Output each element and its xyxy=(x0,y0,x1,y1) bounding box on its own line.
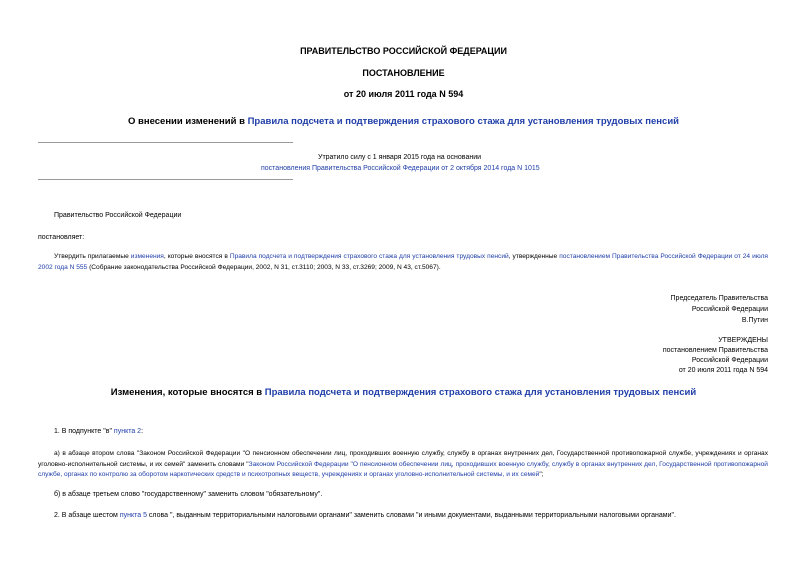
approval-paragraph xyxy=(38,252,768,273)
approval-text-3: , утвержденные xyxy=(508,253,560,260)
signature-name: В.Путин xyxy=(741,317,768,324)
title-prefix: О внесении изменений в xyxy=(127,116,248,127)
title-rules-link[interactable]: Правила подсчета и подтверждения страхового стажа для установления трудовых пенсий xyxy=(247,116,679,127)
approved-date: от 20 июля 2011 года N 594 xyxy=(678,367,768,374)
item-a-link[interactable]: Законом Российской Федерации "О пенсионном обеспечении лиц, проходивших военную службу, службу в органах внутренних дел, Государственной противопожарной службе, органах по контролю за оборотом наркотических средств и психотропных веществ, учреждениях и органах уголовно-исполнительной системы, и их семей xyxy=(38,460,768,478)
repeal-notice-link[interactable]: постановления Правительства Российской Федерации от 2 октября 2014 года N 1015 xyxy=(261,165,540,172)
government-heading: ПРАВИТЕЛЬСТВО РОССИЙСКОЙ ФЕДЕРАЦИИ xyxy=(300,46,507,56)
changes-title-link[interactable]: Правила подсчета и подтверждения страхового стажа для установления трудовых пенсий xyxy=(264,387,697,398)
repeal-notice-text: Утратило силу с 1 января 2015 года на основании xyxy=(318,154,482,161)
item-1-tail: : xyxy=(141,428,144,435)
approval-text-1: Утвердить прилагаемые xyxy=(54,253,131,260)
resolution-555-link[interactable]: постановлением Правительства Российской Федерации от 24 июля 2002 года N 555 xyxy=(38,253,768,271)
notice-bottom-divider xyxy=(38,179,293,180)
item-1-link[interactable]: пункта 2 xyxy=(113,428,142,435)
item-a-paragraph xyxy=(38,449,768,481)
signature-position-2: Российской Федерации xyxy=(691,306,768,313)
document-date-number: от 20 июля 2011 года N 594 xyxy=(343,89,464,99)
item-b: б) в абзаце третьем слово "государственному" заменить словом "обязательному". xyxy=(54,491,323,498)
item-2 xyxy=(54,512,676,519)
item-2-link[interactable]: пункта 5 xyxy=(119,512,147,519)
signature-position-1: Председатель Правительства xyxy=(670,295,768,302)
approval-text-4: (Собрание законодательства Российской Федерации, 2002, N 31, ст.3110; 2003, N 33, ст.3269; 2009, N 43, ст.5067). xyxy=(87,263,441,271)
item-2-text: 2. В абзаце шестом xyxy=(54,512,120,519)
item-1 xyxy=(54,428,143,435)
item-a-tail: "; xyxy=(539,471,544,478)
item-2-tail: слова ", выданным территориальными налоговыми органами" заменить словами "и иными документами, выданными территориальными налоговыми органами". xyxy=(146,512,676,519)
document-type: ПОСТАНОВЛЕНИЕ xyxy=(362,68,445,78)
changes-link[interactable]: изменения xyxy=(130,253,164,260)
decrees-word: постановляет: xyxy=(38,234,85,241)
approved-line-3: Российской Федерации xyxy=(691,357,768,364)
notice-top-divider xyxy=(38,142,293,143)
changes-title xyxy=(0,387,807,398)
approved-label: УТВЕРЖДЕНЫ xyxy=(718,337,768,344)
approval-text-2: , которые вносятся в xyxy=(163,253,230,260)
approved-line-2: постановлением Правительства xyxy=(662,347,768,354)
item-a-text: а) в абзаце втором слова "Законом Российской Федерации "О пенсионном обеспечении лиц, проходивших военную службу, службу в органах внутренних дел, Государственной противопожарной службе, учреждениях и органах уголовно-исполнительной системы, и их семей" заменить словами " xyxy=(38,450,768,468)
document-title xyxy=(0,116,807,127)
rules-link[interactable]: Правила подсчета и подтверждения страхового стажа для установления трудовых пенсий xyxy=(229,253,509,260)
government-subject: Правительство Российской Федерации xyxy=(54,212,182,219)
changes-title-prefix: Изменения, которые вносятся в xyxy=(110,387,265,398)
item-1-text: 1. В подпункте "в" xyxy=(54,428,114,435)
